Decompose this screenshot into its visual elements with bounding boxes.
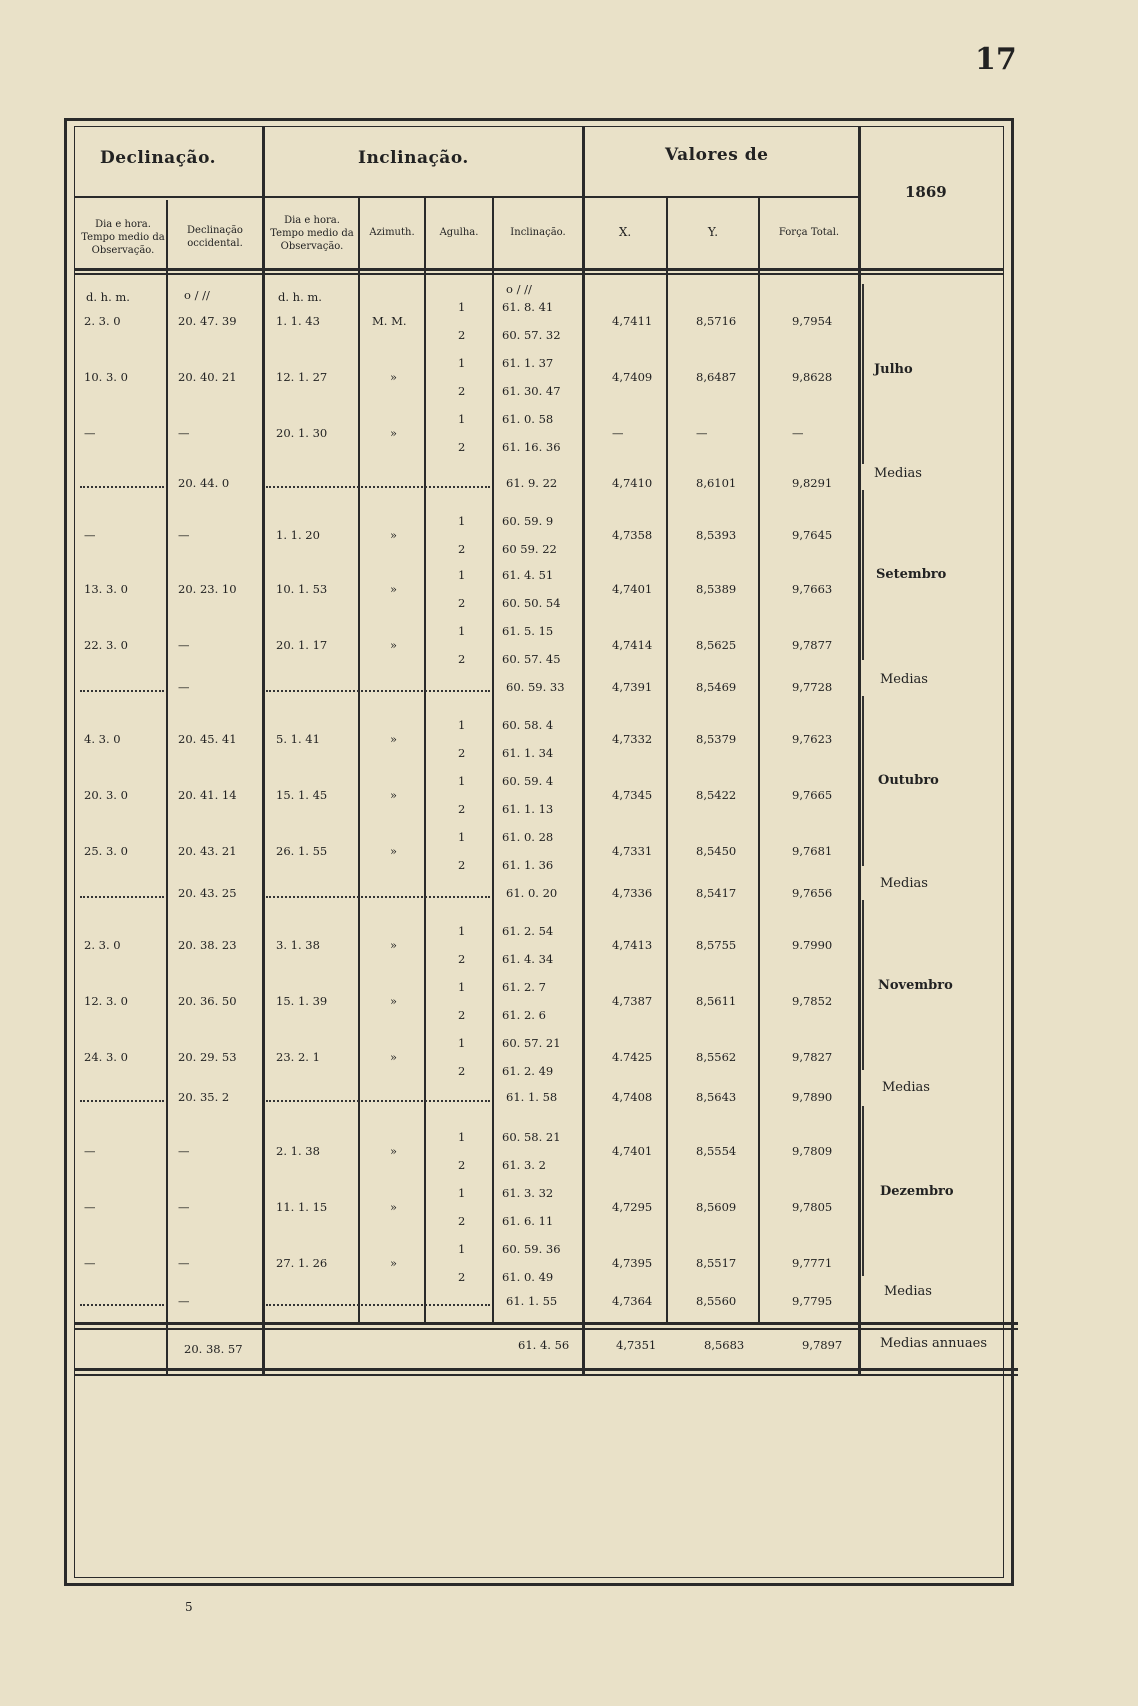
row-inclinacao: 61. 2. 7 (502, 980, 546, 994)
row-dia-hora-1: 12. 3. 0 (84, 994, 128, 1008)
col-head-dia-hora-1: Dia e hora. Tempo medio da Observação. (81, 219, 165, 256)
row-forca: 9,7809 (792, 1144, 833, 1158)
row-dia-hora-2: 3. 1. 38 (276, 938, 320, 952)
row-forca: 9,7771 (792, 1256, 833, 1270)
medias-inclinacao: 61. 1. 55 (506, 1294, 558, 1308)
medias-dots-1 (80, 1100, 164, 1102)
header-rule-bottom-2 (74, 273, 1004, 275)
row-declinacao: 20. 47. 39 (178, 314, 237, 328)
row-y: 8,5450 (696, 844, 737, 858)
row-inclinacao: 60. 58. 4 (502, 718, 554, 732)
row-inclinacao: 61. 1. 37 (502, 356, 554, 370)
page-number: 17 (975, 42, 1017, 77)
row-dia-hora-2: 1. 1. 20 (276, 528, 320, 542)
medias-declinacao: 20. 43. 25 (178, 886, 237, 900)
row-agulha: 1 (458, 568, 466, 582)
brace-outubro (862, 696, 878, 866)
annual-rule-top-2 (74, 1328, 1018, 1330)
row-x: 4.7425 (612, 1050, 653, 1064)
medias-dots-2 (266, 690, 490, 692)
row-y: 8,5379 (696, 732, 737, 746)
medias-label-setembro: Medias (880, 672, 928, 687)
annual-y: 8,5683 (704, 1338, 745, 1352)
col-head-forca: Força Total. (778, 227, 840, 238)
row-y: 8,5562 (696, 1050, 737, 1064)
row-x: 4,7395 (612, 1256, 653, 1270)
row-dia-hora-1: — (84, 426, 96, 440)
row-inclinacao: 60. 57. 45 (502, 652, 561, 666)
annual-rule-bottom-2 (74, 1374, 1018, 1376)
col-line-2 (262, 126, 265, 1374)
row-x: 4,7332 (612, 732, 653, 746)
row-dia-hora-2: 12. 1. 27 (276, 370, 328, 384)
annual-rule-top (74, 1322, 1018, 1325)
row-agulha: 2 (458, 1008, 466, 1022)
medias-x: 4,7408 (612, 1090, 653, 1104)
row-x: 4,7401 (612, 1144, 653, 1158)
col-line-1 (166, 200, 168, 1374)
medias-inclinacao: 61. 1. 58 (506, 1090, 558, 1104)
row-declinacao: 20. 36. 50 (178, 994, 237, 1008)
row-agulha: 2 (458, 328, 466, 342)
medias-forca: 9,7890 (792, 1090, 833, 1104)
col-line-9 (858, 126, 861, 1374)
row-declinacao: — (178, 528, 190, 542)
row-declinacao: — (178, 638, 190, 652)
row-declinacao: 20. 43. 21 (178, 844, 237, 858)
row-inclinacao: 61. 0. 49 (502, 1270, 554, 1284)
medias-declinacao: — (178, 1294, 190, 1308)
annual-label: Medias annuaes (880, 1336, 988, 1351)
annual-declinacao: 20. 38. 57 (184, 1342, 243, 1356)
row-inclinacao: 61. 2. 6 (502, 1008, 546, 1022)
row-dia-hora-1: — (84, 1200, 96, 1214)
row-agulha: 2 (458, 1158, 466, 1172)
row-y: 8,5755 (696, 938, 737, 952)
row-declinacao: — (178, 1144, 190, 1158)
medias-y: 8,5417 (696, 886, 737, 900)
row-y: 8,6487 (696, 370, 737, 384)
row-x: 4,7411 (612, 314, 653, 328)
row-inclinacao: 61. 4. 51 (502, 568, 554, 582)
row-azimuth: M. M. (372, 314, 407, 328)
row-agulha: 1 (458, 1130, 466, 1144)
group-inclinacao: Inclinação. (358, 148, 469, 168)
row-forca: 9,7852 (792, 994, 833, 1008)
unit-deg-2: o / // (506, 282, 532, 296)
medias-x: 4,7391 (612, 680, 653, 694)
row-forca: 9.7990 (792, 938, 833, 952)
row-agulha: 2 (458, 1214, 466, 1228)
row-dia-hora-1: 13. 3. 0 (84, 582, 128, 596)
header-rule-top (74, 196, 859, 198)
medias-dots-1 (80, 486, 164, 488)
row-inclinacao: 61. 0. 28 (502, 830, 554, 844)
row-dia-hora-2: 15. 1. 45 (276, 788, 328, 802)
row-inclinacao: 60. 59. 36 (502, 1242, 561, 1256)
row-forca: 9,7954 (792, 314, 833, 328)
row-inclinacao: 61. 1. 36 (502, 858, 554, 872)
medias-forca: 9,7795 (792, 1294, 833, 1308)
row-forca: 9,7805 (792, 1200, 833, 1214)
unit-deg-1: o / // (184, 288, 210, 302)
medias-inclinacao: 60. 59. 33 (506, 680, 565, 694)
footer-mark: 5 (185, 1600, 193, 1614)
group-valores: Valores de (665, 145, 769, 165)
row-agulha: 1 (458, 1242, 466, 1256)
medias-label-novembro: Medias (882, 1080, 930, 1095)
row-dia-hora-1: 4. 3. 0 (84, 732, 121, 746)
row-declinacao: 20. 29. 53 (178, 1050, 237, 1064)
row-azimuth: » (390, 938, 398, 952)
row-agulha: 1 (458, 514, 466, 528)
row-declinacao: 20. 38. 23 (178, 938, 237, 952)
row-dia-hora-1: — (84, 1144, 96, 1158)
medias-y: 8,6101 (696, 476, 737, 490)
annual-x: 4,7351 (616, 1338, 657, 1352)
row-forca: 9,7681 (792, 844, 833, 858)
row-x: 4,7331 (612, 844, 653, 858)
month-setembro: Setembro (876, 567, 947, 582)
row-inclinacao: 60. 57. 21 (502, 1036, 561, 1050)
row-dia-hora-2: 1. 1. 43 (276, 314, 320, 328)
row-inclinacao: 61. 4. 34 (502, 952, 554, 966)
row-azimuth: » (390, 528, 398, 542)
col-head-inclinacao: Inclinação. (510, 227, 566, 238)
row-inclinacao: 60. 50. 54 (502, 596, 561, 610)
row-x: 4,7413 (612, 938, 653, 952)
row-dia-hora-1: — (84, 528, 96, 542)
brace-novembro (862, 900, 878, 1070)
col-line-4 (424, 196, 426, 1324)
row-forca: 9,7877 (792, 638, 833, 652)
month-julho: Julho (874, 362, 913, 377)
row-azimuth: » (390, 1200, 398, 1214)
row-agulha: 1 (458, 830, 466, 844)
col-line-6 (582, 126, 585, 1374)
row-azimuth: » (390, 638, 398, 652)
month-novembro: Novembro (878, 978, 953, 993)
row-forca: — (792, 426, 804, 440)
row-dia-hora-1: 24. 3. 0 (84, 1050, 128, 1064)
row-agulha: 1 (458, 980, 466, 994)
row-inclinacao: 61. 5. 15 (502, 624, 554, 638)
row-y: 8,5393 (696, 528, 737, 542)
row-agulha: 2 (458, 746, 466, 760)
medias-dots-2 (266, 896, 490, 898)
row-y: — (696, 426, 708, 440)
col-head-dia-hora-2: Dia e hora. Tempo medio da Observação. (270, 215, 354, 252)
row-declinacao: 20. 45. 41 (178, 732, 237, 746)
medias-dots-1 (80, 896, 164, 898)
row-agulha: 1 (458, 774, 466, 788)
row-y: 8,5609 (696, 1200, 737, 1214)
medias-forca: 9,8291 (792, 476, 833, 490)
medias-label-outubro: Medias (880, 876, 928, 891)
row-agulha: 1 (458, 718, 466, 732)
row-azimuth: » (390, 1256, 398, 1270)
row-dia-hora-2: 20. 1. 17 (276, 638, 328, 652)
row-inclinacao: 60. 59. 4 (502, 774, 554, 788)
row-inclinacao: 61. 6. 11 (502, 1214, 554, 1228)
row-dia-hora-2: 20. 1. 30 (276, 426, 328, 440)
annual-inclinacao: 61. 4. 56 (518, 1338, 570, 1352)
row-dia-hora-2: 23. 2. 1 (276, 1050, 320, 1064)
group-declinacao: Declinação. (100, 148, 217, 168)
row-azimuth: » (390, 788, 398, 802)
medias-dots-1 (80, 1304, 164, 1306)
medias-forca: 9,7728 (792, 680, 833, 694)
annual-rule-bottom (74, 1368, 1018, 1371)
row-inclinacao: 60. 58. 21 (502, 1130, 561, 1144)
annual-forca: 9,7897 (802, 1338, 843, 1352)
row-agulha: 2 (458, 652, 466, 666)
medias-dots-2 (266, 1100, 490, 1102)
row-declinacao: 20. 23. 10 (178, 582, 237, 596)
col-head-y: Y. (707, 225, 719, 239)
medias-y: 8,5469 (696, 680, 737, 694)
col-line-3 (358, 196, 360, 1324)
row-inclinacao: 61. 3. 32 (502, 1186, 554, 1200)
row-inclinacao: 60 59. 22 (502, 542, 557, 556)
row-y: 8,5389 (696, 582, 737, 596)
row-dia-hora-2: 2. 1. 38 (276, 1144, 320, 1158)
row-agulha: 1 (458, 300, 466, 314)
row-azimuth: » (390, 426, 398, 440)
row-agulha: 2 (458, 1270, 466, 1284)
medias-label-julho: Medias (874, 466, 922, 481)
row-declinacao: 20. 40. 21 (178, 370, 237, 384)
row-forca: 9,7827 (792, 1050, 833, 1064)
row-inclinacao: 61. 16. 36 (502, 440, 561, 454)
medias-x: 4,7410 (612, 476, 653, 490)
row-dia-hora-2: 10. 1. 53 (276, 582, 328, 596)
brace-dezembro (862, 1106, 878, 1276)
row-inclinacao: 61. 3. 2 (502, 1158, 546, 1172)
medias-dots-1 (80, 690, 164, 692)
row-agulha: 2 (458, 952, 466, 966)
medias-label-dezembro: Medias (884, 1284, 932, 1299)
row-dia-hora-1: 25. 3. 0 (84, 844, 128, 858)
row-y: 8,5422 (696, 788, 737, 802)
row-dia-hora-2: 27. 1. 26 (276, 1256, 328, 1270)
row-dia-hora-2: 5. 1. 41 (276, 732, 320, 746)
medias-inclinacao: 61. 9. 22 (506, 476, 558, 490)
row-azimuth: » (390, 370, 398, 384)
row-azimuth: » (390, 844, 398, 858)
row-azimuth: » (390, 732, 398, 746)
row-azimuth: » (390, 1050, 398, 1064)
row-inclinacao: 60. 59. 9 (502, 514, 554, 528)
col-head-azimuth: Azimuth. (369, 227, 415, 238)
row-y: 8,5716 (696, 314, 737, 328)
medias-y: 8,5560 (696, 1294, 737, 1308)
row-agulha: 2 (458, 802, 466, 816)
medias-y: 8,5643 (696, 1090, 737, 1104)
row-agulha: 2 (458, 542, 466, 556)
row-dia-hora-2: 15. 1. 39 (276, 994, 328, 1008)
row-inclinacao: 61. 30. 47 (502, 384, 561, 398)
medias-dots-2 (266, 486, 490, 488)
row-x: 4,7401 (612, 582, 653, 596)
col-line-7 (666, 196, 668, 1324)
row-agulha: 2 (458, 858, 466, 872)
row-agulha: 1 (458, 412, 466, 426)
row-declinacao: 20. 41. 14 (178, 788, 237, 802)
row-agulha: 1 (458, 924, 466, 938)
row-declinacao: — (178, 426, 190, 440)
row-dia-hora-1: — (84, 1256, 96, 1270)
month-outubro: Outubro (878, 773, 939, 788)
col-line-8 (758, 196, 760, 1324)
row-x: 4,7345 (612, 788, 653, 802)
month-dezembro: Dezembro (880, 1184, 954, 1199)
header-rule-bottom (74, 268, 1004, 271)
row-azimuth: » (390, 582, 398, 596)
row-x: 4,7295 (612, 1200, 653, 1214)
row-agulha: 2 (458, 440, 466, 454)
row-agulha: 1 (458, 624, 466, 638)
row-agulha: 1 (458, 1186, 466, 1200)
unit-dhm-1: d. h. m. (86, 290, 130, 304)
row-dia-hora-1: 10. 3. 0 (84, 370, 128, 384)
row-inclinacao: 61. 2. 54 (502, 924, 554, 938)
row-x: 4,7358 (612, 528, 653, 542)
row-dia-hora-1: 2. 3. 0 (84, 314, 121, 328)
medias-x: 4,7336 (612, 886, 653, 900)
row-x: 4,7414 (612, 638, 653, 652)
row-dia-hora-1: 20. 3. 0 (84, 788, 128, 802)
year-label: 1869 (905, 183, 947, 201)
medias-x: 4,7364 (612, 1294, 653, 1308)
row-y: 8,5517 (696, 1256, 737, 1270)
row-inclinacao: 60. 57. 32 (502, 328, 561, 342)
medias-declinacao: 20. 35. 2 (178, 1090, 230, 1104)
col-head-declinacao-occ: Declinação occidental. (187, 225, 243, 249)
row-agulha: 1 (458, 356, 466, 370)
row-inclinacao: 61. 8. 41 (502, 300, 554, 314)
row-agulha: 2 (458, 596, 466, 610)
row-x: 4,7387 (612, 994, 653, 1008)
col-head-agulha: Agulha. (439, 227, 479, 238)
row-agulha: 2 (458, 384, 466, 398)
row-agulha: 2 (458, 1064, 466, 1078)
row-y: 8,5625 (696, 638, 737, 652)
row-azimuth: » (390, 994, 398, 1008)
medias-declinacao: 20. 44. 0 (178, 476, 230, 490)
row-y: 8,5611 (696, 994, 737, 1008)
row-inclinacao: 61. 1. 34 (502, 746, 554, 760)
medias-dots-2 (266, 1304, 490, 1306)
row-dia-hora-1: 2. 3. 0 (84, 938, 121, 952)
row-agulha: 1 (458, 1036, 466, 1050)
unit-dhm-2: d. h. m. (278, 290, 322, 304)
row-forca: 9,7645 (792, 528, 833, 542)
row-x: — (612, 426, 624, 440)
row-declinacao: — (178, 1200, 190, 1214)
row-dia-hora-2: 26. 1. 55 (276, 844, 328, 858)
row-x: 4,7409 (612, 370, 653, 384)
row-inclinacao: 61. 0. 58 (502, 412, 554, 426)
col-line-5 (492, 196, 494, 1324)
row-azimuth: » (390, 1144, 398, 1158)
row-inclinacao: 61. 2. 49 (502, 1064, 554, 1078)
row-inclinacao: 61. 1. 13 (502, 802, 554, 816)
row-forca: 9,7623 (792, 732, 833, 746)
row-forca: 9,8628 (792, 370, 833, 384)
medias-declinacao: — (178, 680, 190, 694)
row-dia-hora-2: 11. 1. 15 (276, 1200, 328, 1214)
col-head-x: X. (618, 225, 632, 239)
row-dia-hora-1: 22. 3. 0 (84, 638, 128, 652)
row-forca: 9,7663 (792, 582, 833, 596)
row-forca: 9,7665 (792, 788, 833, 802)
row-y: 8,5554 (696, 1144, 737, 1158)
row-declinacao: — (178, 1256, 190, 1270)
medias-forca: 9,7656 (792, 886, 833, 900)
medias-inclinacao: 61. 0. 20 (506, 886, 558, 900)
